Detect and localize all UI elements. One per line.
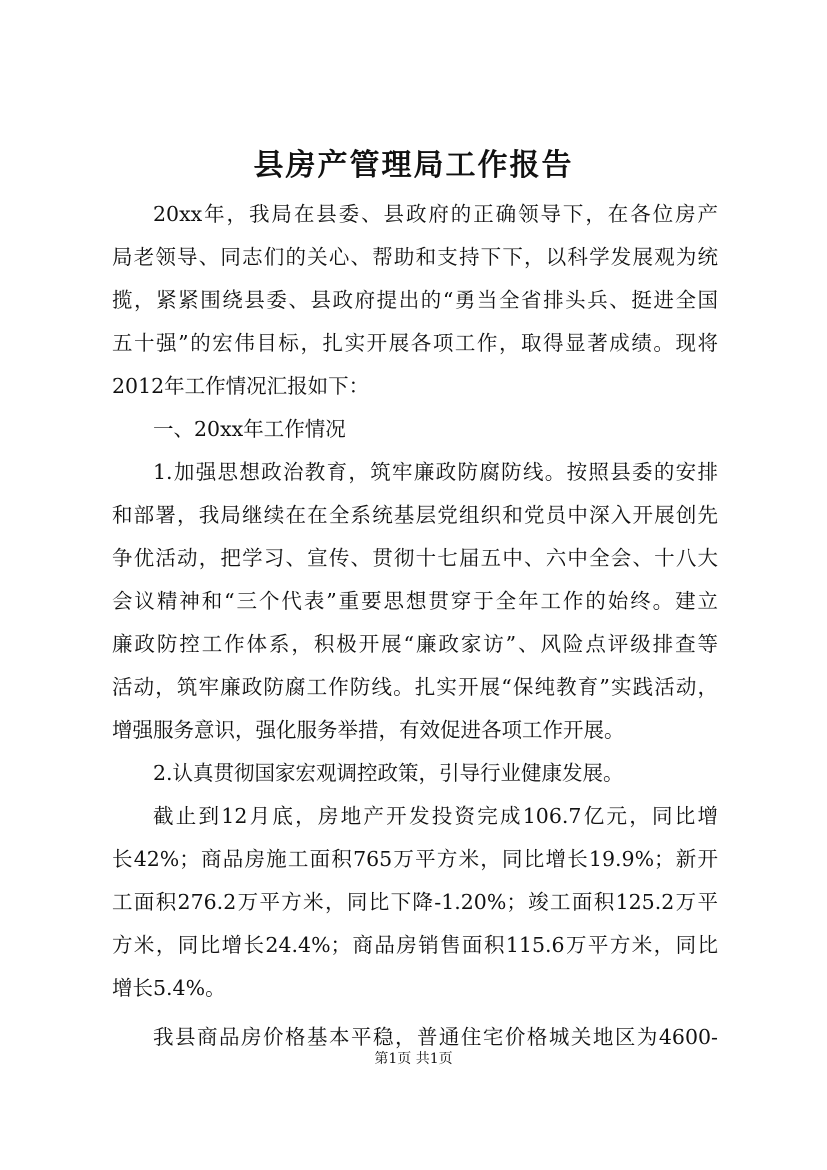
paragraph-line: 增长5.4%。 [112, 976, 226, 1000]
paragraph-line: 方米，同比增长24.4%；商品房销售面积115.6万平方米，同比 [112, 933, 718, 957]
paragraph-line: 局老领导、同志们的关心、帮助和支持下下，以科学发展观为统 [112, 245, 718, 269]
paragraph-line: 廉政防控工作体系，积极开展“廉政家访”、风险点评级排查等 [112, 632, 718, 656]
paragraph-line: 2012年工作情况汇报如下： [112, 374, 370, 398]
subsection-heading: 2.认真贯彻国家宏观调控政策，引导行业健康发展。 [153, 761, 624, 785]
paragraph-line: 揽，紧紧围绕县委、县政府提出的“勇当全省排头兵、挺进全国 [112, 288, 718, 312]
paragraph-line: 我县商品房价格基本平稳，普通住宅价格城关地区为4600- [153, 1025, 718, 1049]
paragraph-line: 截止到12月底，房地产开发投资完成106.7亿元，同比增 [153, 804, 718, 828]
paragraph-line: 五十强”的宏伟目标，扎实开展各项工作，取得显著成绩。现将 [112, 331, 718, 355]
paragraph-line: 和部署，我局继续在在全系统基层党组织和党员中深入开展创先 [112, 503, 718, 527]
paragraph-line: 活动，筑牢廉政防腐工作防线。扎实开展“保纯教育”实践活动， [112, 675, 718, 699]
document-title: 县房产管理局工作报告 [253, 148, 574, 183]
document-body [112, 193, 718, 1059]
paragraph-line: 增强服务意识，强化服务举措，有效促进各项工作开展。 [112, 718, 625, 742]
paragraph-line: 1.加强思想政治教育，筑牢廉政防腐防线。按照县委的安排 [153, 460, 718, 484]
paragraph-line: 争优活动，把学习、宣传、贯彻十七届五中、六中全会、十八大 [112, 546, 718, 570]
paragraph-line: 长42%；商品房施工面积765万平方米，同比增长19.9%；新开 [112, 847, 718, 871]
paragraph-line: 会议精神和“三个代表”重要思想贯穿于全年工作的始终。建立 [112, 589, 718, 613]
paragraph-line: 工面积276.2万平方米，同比下降-1.20%；竣工面积125.2万平 [112, 890, 718, 914]
page-number-footer: 第1页 共1页 [374, 1051, 453, 1067]
section-heading: 一、20xx年工作情况 [153, 417, 346, 441]
paragraph-line: 20xx年，我局在县委、县政府的正确领导下，在各位房产 [153, 202, 718, 226]
